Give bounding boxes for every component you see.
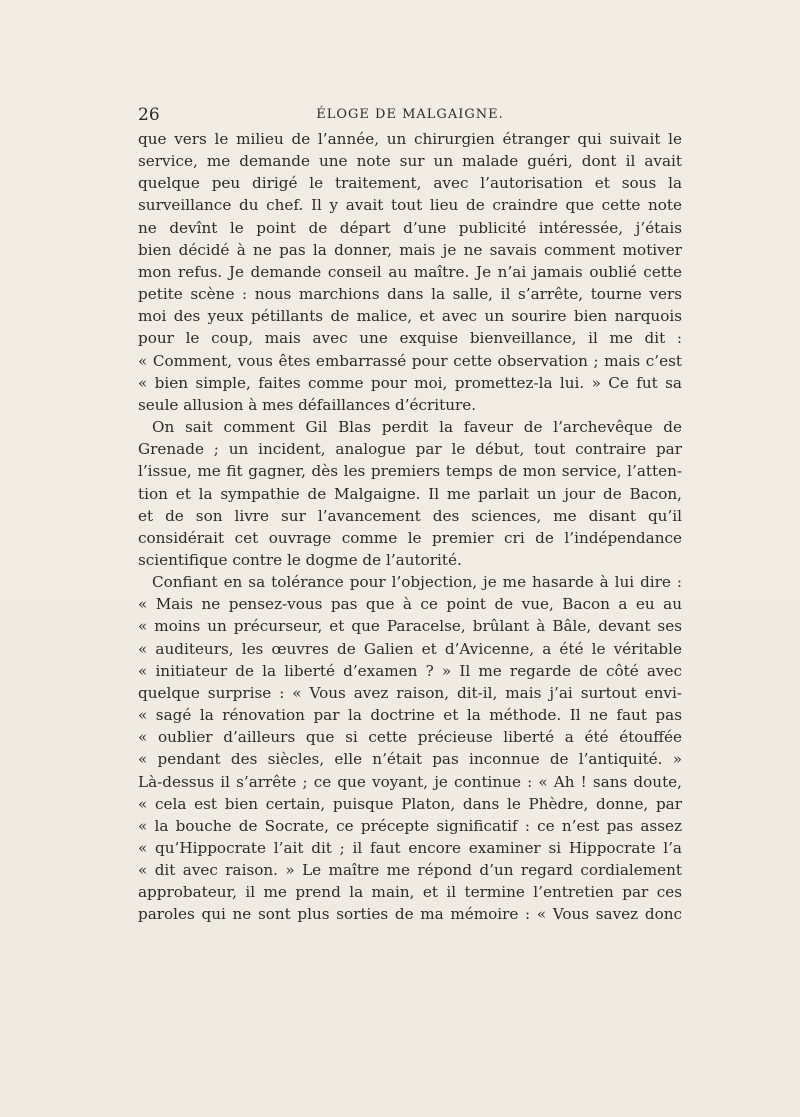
text-line: petite scène : nous marchions dans la salle, il s’arrête, tourne vers <box>138 285 682 304</box>
text-line: « Mais ne pensez-vous pas que à ce point de vue, Bacon a eu au <box>138 595 682 614</box>
text-line: ne devînt le point de départ d’une publicité intéressée, j’étais <box>138 218 682 237</box>
text-line: tion et la sympathie de Malgaigne. Il me parlait un jour de Bacon, <box>138 484 682 503</box>
text-line: « bien simple, faites comme pour moi, promettez-la lui. » Ce fut sa <box>138 373 682 392</box>
text-line: quelque surprise : « Vous avez raison, dit-il, mais j’ai surtout envi- <box>138 683 682 702</box>
text-line: « pendant des siècles, elle n’était pas inconnue de l’antiquité. » <box>138 750 682 769</box>
text-line: et de son livre sur l’avancement des sciences, me disant qu’il <box>138 506 682 525</box>
text-line: approbateur, il me prend la main, et il termine l’entretien par ces <box>138 883 682 902</box>
text-line: bien décidé à ne pas la donner, mais je ne savais comment motiver <box>138 240 682 259</box>
text-line: considérait cet ouvrage comme le premier cri de l’indépendance <box>138 528 682 547</box>
text-line: « initiateur de la liberté d’examen ? » Il me regarde de côté avec <box>138 661 682 680</box>
text-line: « sagé la rénovation par la doctrine et la méthode. Il ne faut pas <box>138 706 682 725</box>
text-line: quelque peu dirigé le traitement, avec l’autorisation et sous la <box>138 174 682 193</box>
text-line: Confiant en sa tolérance pour l’objection, je me hasarde à lui dire : <box>152 573 682 592</box>
text-line: paroles qui ne sont plus sorties de ma mémoire : « Vous savez donc <box>138 905 682 924</box>
text-line: moi des yeux pétillants de malice, et avec un sourire bien narquois <box>138 307 682 326</box>
text-line: « qu’Hippocrate l’ait dit ; il faut encore examiner si Hippocrate l’a <box>138 839 682 857</box>
body-text <box>138 128 682 926</box>
running-head: ÉLOGE DE MALGAIGNE. <box>316 107 504 122</box>
text-line: « Comment, vous êtes embarrassé pour cette observation ; mais c’est <box>138 351 682 370</box>
text-line: « la bouche de Socrate, ce précepte significatif : ce n’est pas assez <box>138 816 682 835</box>
text-line: mon refus. Je demande conseil au maître. Je n’ai jamais oublié cette <box>138 262 682 281</box>
text-line: Grenade ; un incident, analogue par le début, tout contraire par <box>138 440 682 459</box>
text-line: « auditeurs, les œuvres de Galien et d’Avicenne, a été le véritable <box>138 639 682 658</box>
text-line: scientifique contre le dogme de l’autorité. <box>138 550 462 569</box>
text-line: « cela est bien certain, puisque Platon, dans le Phèdre, donne, par <box>138 794 682 813</box>
text-line: « oublier d’ailleurs que si cette précieuse liberté a été étouffée <box>138 728 682 747</box>
text-line: seule allusion à mes défaillances d’écriture. <box>138 395 477 414</box>
text-line: que vers le milieu de l’année, un chirurgien étranger qui suivait le <box>138 130 682 148</box>
text-line: l’issue, me fit gagner, dès les premiers temps de mon service, l’atten- <box>138 462 682 481</box>
text-line: Là-dessus il s’arrête ; ce que voyant, je continue : « Ah ! sans doute, <box>138 772 682 791</box>
text-line: service, me demande une note sur un malade guéri, dont il avait <box>138 152 682 171</box>
text-line: « dit avec raison. » Le maître me répond d’un regard cordialement <box>138 861 682 880</box>
page-header <box>138 102 682 128</box>
text-line: « moins un précurseur, et que Paracelse, brûlant à Bâle, devant ses <box>138 617 682 636</box>
text-line: On sait comment Gil Blas perdit la faveur de l’archevêque de <box>152 418 682 437</box>
text-line: pour le coup, mais avec une exquise bienveillance, il me dit : <box>138 329 682 348</box>
page-number: 26 <box>138 105 160 125</box>
text-line: surveillance du chef. Il y avait tout lieu de craindre que cette note <box>138 196 682 215</box>
